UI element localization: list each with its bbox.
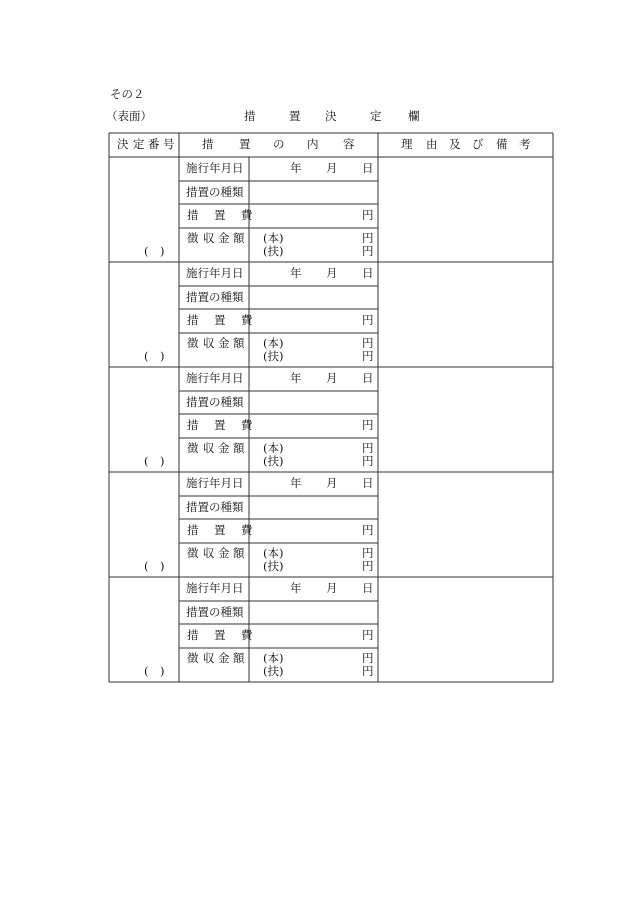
label-measure-cost: 措: [187, 313, 199, 327]
label-measure-cost: 措: [187, 208, 199, 222]
unit-day: 日: [362, 476, 374, 490]
label-principal: (本): [263, 651, 284, 665]
label-measure-cost: 置: [214, 418, 226, 432]
unit-day: 日: [362, 266, 374, 280]
title-char: 置: [289, 109, 301, 123]
label-principal: (本): [263, 546, 284, 560]
label-measure-cost: 措: [187, 418, 199, 432]
unit-yen: 円: [362, 546, 374, 560]
decision-number-parens: ( ): [144, 349, 165, 363]
unit-yen: 円: [362, 651, 374, 665]
label-collection-amount: 収: [203, 336, 215, 350]
label-enforcement-date: 施行年月日: [186, 476, 244, 490]
label-collection-amount: 徴: [187, 651, 199, 665]
unit-year: 年: [290, 371, 302, 385]
label-collection-amount: 収: [203, 546, 215, 560]
label-measure-type: 措置の種類: [186, 500, 244, 514]
unit-yen: 円: [362, 664, 374, 678]
label-supporter: (扶): [263, 559, 284, 573]
label-collection-amount: 額: [233, 231, 245, 245]
label-collection-amount: 収: [203, 231, 215, 245]
label-enforcement-date: 施行年月日: [186, 581, 244, 595]
label-collection-amount: 収: [203, 441, 215, 455]
unit-year: 年: [290, 161, 302, 175]
label-collection-amount: 収: [203, 651, 215, 665]
label-principal: (本): [263, 441, 284, 455]
label-measure-cost: 費: [241, 313, 253, 327]
decision-number-parens: ( ): [144, 454, 165, 468]
unit-year: 年: [290, 581, 302, 595]
label-principal: (本): [263, 231, 284, 245]
label-supporter: (扶): [263, 349, 284, 363]
unit-yen: 円: [362, 349, 374, 363]
label-measure-cost: 置: [214, 208, 226, 222]
label-enforcement-date: 施行年月日: [186, 161, 244, 175]
label-measure-cost: 措: [187, 628, 199, 642]
label-collection-amount: 額: [233, 546, 245, 560]
unit-yen: 円: [362, 628, 374, 642]
label-collection-amount: 徴: [187, 546, 199, 560]
label-collection-amount: 金: [218, 231, 230, 245]
label-measure-type: 措置の種類: [186, 395, 244, 409]
label-collection-amount: 額: [233, 651, 245, 665]
label-measure-cost: 置: [214, 628, 226, 642]
label-collection-amount: 額: [233, 336, 245, 350]
decision-number-parens: ( ): [144, 559, 165, 573]
unit-yen: 円: [362, 523, 374, 537]
unit-yen: 円: [362, 244, 374, 258]
unit-day: 日: [362, 581, 374, 595]
page-label: その２: [110, 87, 145, 101]
label-measure-type: 措置の種類: [186, 185, 244, 199]
unit-day: 日: [362, 161, 374, 175]
label-principal: (本): [263, 336, 284, 350]
decision-number-parens: ( ): [144, 244, 165, 258]
unit-yen: 円: [362, 441, 374, 455]
title-char: 欄: [408, 109, 420, 123]
label-measure-cost: 費: [241, 208, 253, 222]
unit-month: 月: [326, 161, 338, 175]
unit-month: 月: [326, 581, 338, 595]
label-measure-cost: 措: [187, 523, 199, 537]
unit-yen: 円: [362, 418, 374, 432]
label-collection-amount: 徴: [187, 441, 199, 455]
title-char: 措: [244, 109, 256, 123]
unit-year: 年: [290, 266, 302, 280]
label-collection-amount: 徴: [187, 231, 199, 245]
decision-number-parens: ( ): [144, 664, 165, 678]
label-measure-cost: 費: [241, 628, 253, 642]
unit-month: 月: [326, 476, 338, 490]
unit-yen: 円: [362, 454, 374, 468]
unit-month: 月: [326, 266, 338, 280]
label-measure-type: 措置の種類: [186, 605, 244, 619]
unit-yen: 円: [362, 231, 374, 245]
label-supporter: (扶): [263, 244, 284, 258]
label-enforcement-date: 施行年月日: [186, 266, 244, 280]
label-collection-amount: 徴: [187, 336, 199, 350]
label-collection-amount: 金: [218, 546, 230, 560]
label-enforcement-date: 施行年月日: [186, 371, 244, 385]
title-char: 決: [325, 109, 337, 123]
unit-year: 年: [290, 476, 302, 490]
label-collection-amount: 額: [233, 441, 245, 455]
unit-month: 月: [326, 371, 338, 385]
unit-yen: 円: [362, 559, 374, 573]
unit-yen: 円: [362, 208, 374, 222]
label-collection-amount: 金: [218, 441, 230, 455]
label-measure-cost: 費: [241, 523, 253, 537]
unit-yen: 円: [362, 313, 374, 327]
unit-day: 日: [362, 371, 374, 385]
label-collection-amount: 金: [218, 651, 230, 665]
side-label: （表面）: [106, 109, 152, 123]
label-supporter: (扶): [263, 454, 284, 468]
label-measure-cost: 費: [241, 418, 253, 432]
title-char: 定: [370, 109, 382, 123]
unit-yen: 円: [362, 336, 374, 350]
label-supporter: (扶): [263, 664, 284, 678]
label-measure-cost: 置: [214, 523, 226, 537]
label-measure-type: 措置の種類: [186, 290, 244, 304]
label-measure-cost: 置: [214, 313, 226, 327]
label-collection-amount: 金: [218, 336, 230, 350]
